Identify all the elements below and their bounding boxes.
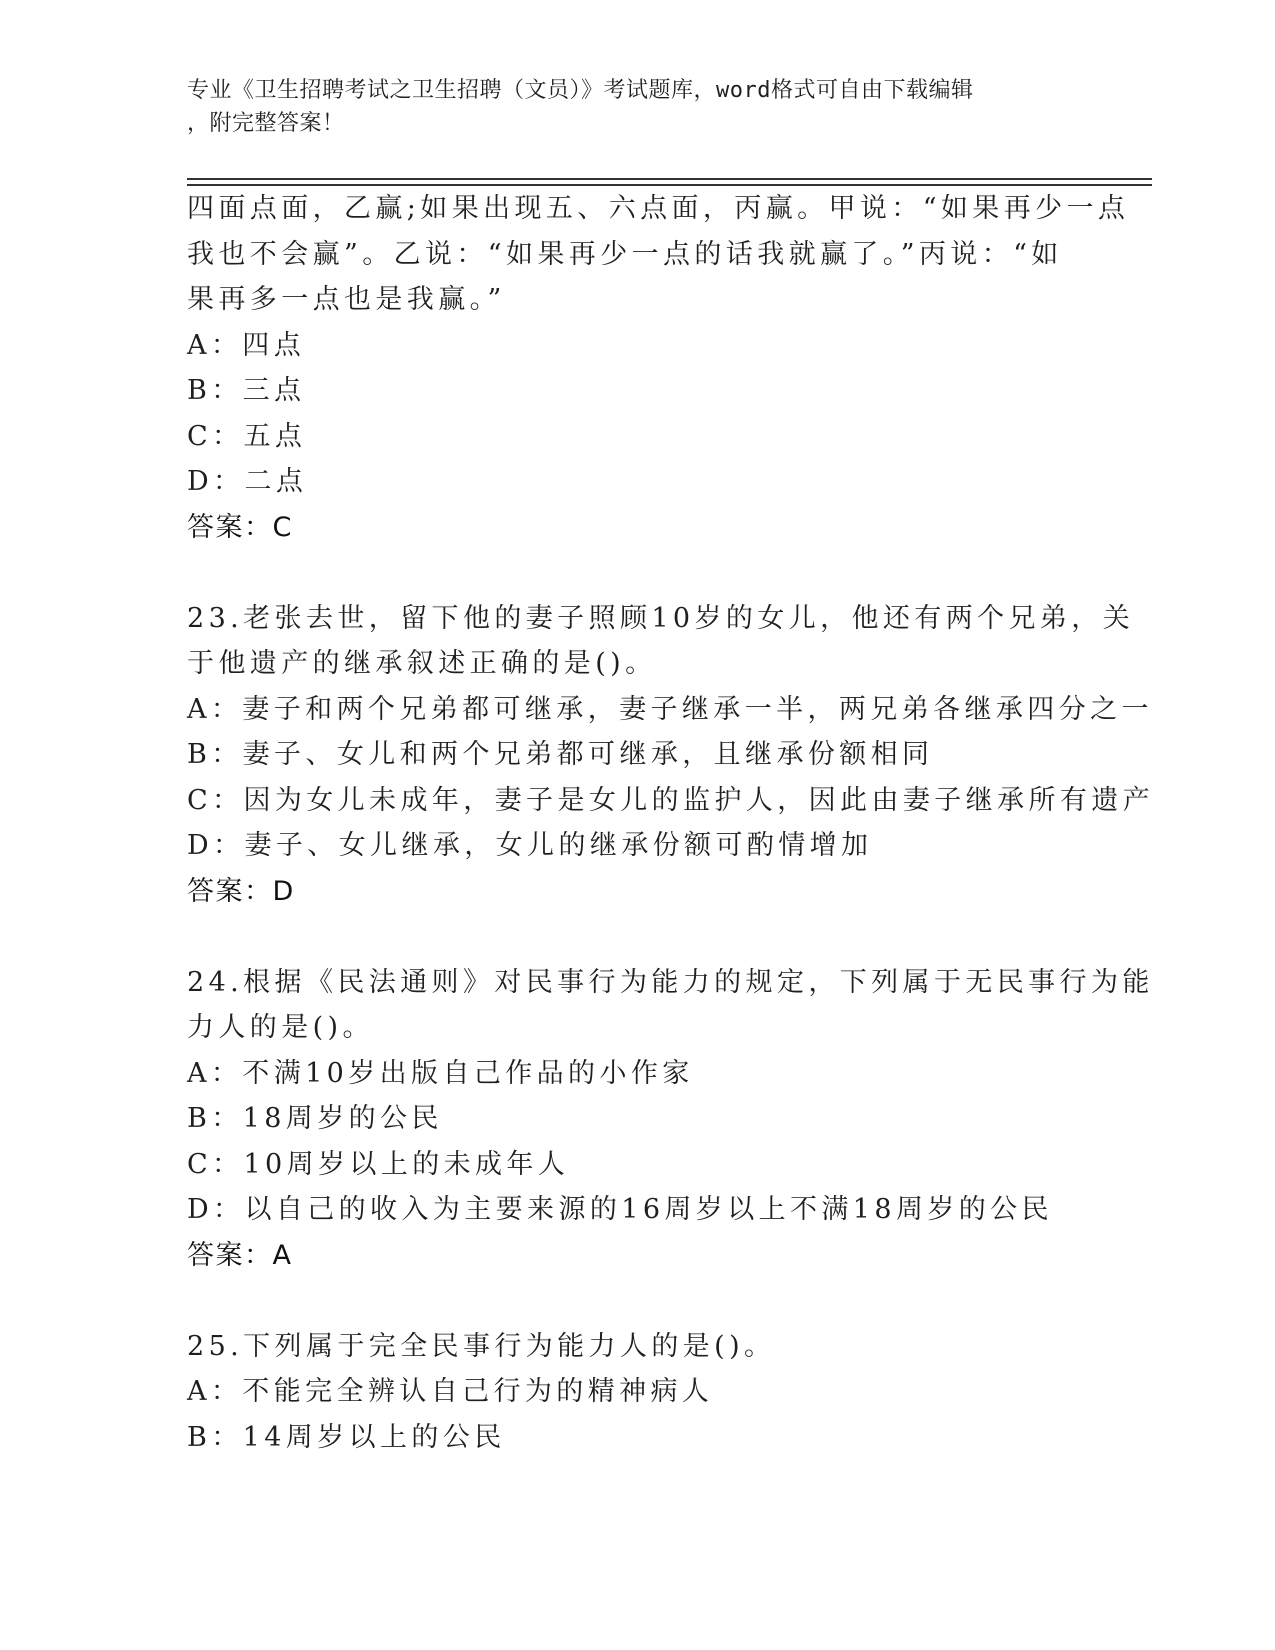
question-list (187, 186, 1155, 1460)
question-stem-line: 四面点面，乙赢;如果出现五、六点面，丙赢。甲说：“如果再少一点 (187, 193, 1130, 224)
question-25 (187, 1324, 1087, 1461)
answer-label: 答案：D (187, 875, 295, 907)
question-stem-line: 于他遗产的继承叙述正确的是()。 (187, 648, 657, 679)
question-stem-line: 23.老张去世，留下他的妻子照顾10岁的女儿，他还有两个兄弟，关 (187, 602, 1135, 634)
header-line-2: ，附完整答案！ (187, 111, 345, 136)
option-d: D：以自己的收入为主要来源的16周岁以上不满18周岁的公民 (187, 1194, 1053, 1225)
question-24 (187, 960, 1154, 1279)
option-a: A：不能完全辨认自己行为的精神病人 (187, 1376, 714, 1407)
option-c: C：五点 (187, 420, 307, 452)
option-b: B：三点 (187, 375, 306, 406)
option-d: D：二点 (187, 466, 308, 497)
answer-label: 答案：A (187, 1239, 293, 1271)
question-23 (187, 596, 1155, 915)
option-b: B：18周岁的公民 (187, 1103, 443, 1134)
spacer (187, 914, 1087, 960)
answer-label: 答案：C (187, 511, 293, 543)
option-c: C：10周岁以上的未成年人 (187, 1148, 570, 1180)
question-stem-line: 我也不会赢”。乙说：“如果再少一点的话我就赢了。”丙说：“如 (187, 238, 1063, 270)
header-rule-top (187, 178, 1152, 180)
question-22 (187, 186, 1130, 550)
question-stem-line: 力人的是()。 (187, 1012, 374, 1043)
option-b: B：妻子、女儿和两个兄弟都可继承，且继承份额相同 (187, 739, 934, 770)
option-b: B：14周岁以上的公民 (187, 1421, 506, 1453)
option-a: A：妻子和两个兄弟都可继承，妻子继承一半，两兄弟各继承四分之一 (187, 693, 1153, 725)
header-line-1: 专业《卫生招聘考试之卫生招聘（文员）》考试题库，word格式可自由下载编辑 (187, 78, 974, 103)
spacer (187, 1278, 1087, 1324)
question-stem-line: 果再多一点也是我赢。” (187, 284, 506, 315)
question-stem-line: 25.下列属于完全民事行为能力人的是()。 (187, 1330, 776, 1362)
option-a: A：不满10岁出版自己作品的小作家 (187, 1057, 694, 1089)
option-a: A：四点 (187, 329, 306, 361)
option-d: D：妻子、女儿继承，女儿的继承份额可酌情增加 (187, 830, 873, 861)
option-c: C：因为女儿未成年，妻子是女儿的监护人，因此由妻子继承所有遗产 (187, 784, 1155, 816)
spacer (187, 550, 1087, 596)
question-stem-line: 24.根据《民法通则》对民事行为能力的规定，下列属于无民事行为能 (187, 966, 1154, 998)
document-header (187, 74, 1067, 140)
